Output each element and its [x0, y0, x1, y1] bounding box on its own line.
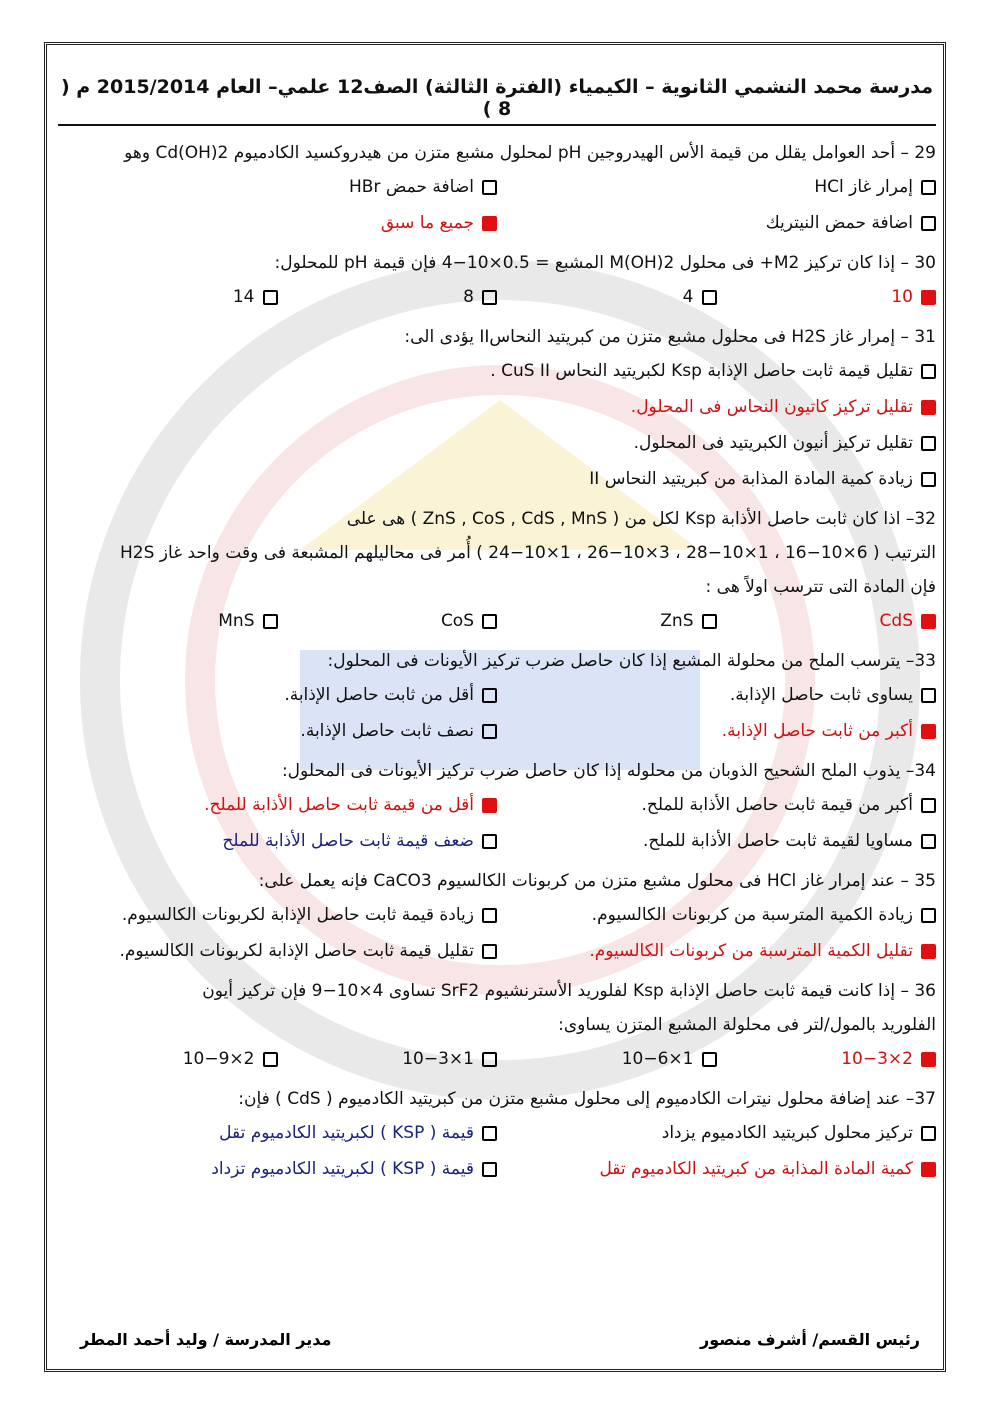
- checked-checkbox-icon[interactable]: [921, 290, 936, 305]
- checked-checkbox-icon[interactable]: [482, 798, 497, 813]
- question-31: [58, 320, 936, 496]
- option-label: تقليل تركيز كاتيون النحاس فى المحلول.: [630, 397, 913, 417]
- question-29: [58, 136, 936, 240]
- question-text: 29 – أحد العوامل يقلل من قيمة الأس الهيدروجين pH لمحلول مشبع متزن من هيدروكسيد الكادميوم Cd(OH)2 وهو: [124, 143, 936, 163]
- option[interactable]: [58, 426, 936, 460]
- option-label: 8: [463, 287, 474, 307]
- option[interactable]: [717, 1042, 937, 1076]
- option[interactable]: [58, 678, 497, 712]
- school-principal: مدير المدرسة / وليد أحمد المطر: [80, 1330, 332, 1349]
- option[interactable]: [58, 1116, 497, 1150]
- options-group: [58, 678, 936, 748]
- option[interactable]: [497, 678, 936, 712]
- option[interactable]: [497, 898, 936, 932]
- option[interactable]: [497, 1042, 717, 1076]
- option[interactable]: [497, 170, 936, 204]
- question-text: 35 – عند إمرار غاز HCl فى محلول مشبع متزن من كربونات الكالسيوم CaCO3 فإنه يعمل على:: [258, 871, 936, 891]
- option[interactable]: [717, 604, 937, 638]
- checkbox-icon[interactable]: [482, 944, 497, 959]
- option[interactable]: [58, 462, 936, 496]
- options-group: [58, 1042, 936, 1076]
- options-group: [58, 1116, 936, 1186]
- option-label: تقليل الكمية المترسبة من كربونات الكالسيوم.: [589, 941, 913, 961]
- question-30: [58, 246, 936, 314]
- question-32: [58, 502, 936, 638]
- options-group: [58, 280, 936, 314]
- option[interactable]: [497, 934, 936, 968]
- options-group: [58, 788, 936, 858]
- checkbox-icon[interactable]: [482, 290, 497, 305]
- question-text: فإن المادة التى تترسب اولاً هى :: [705, 577, 936, 597]
- option[interactable]: [58, 898, 497, 932]
- option-label: أكبر من قيمة ثابت حاصل الأذابة للملح.: [641, 795, 913, 815]
- checkbox-icon[interactable]: [482, 1162, 497, 1177]
- option[interactable]: [58, 206, 497, 240]
- option-label: زيادة قيمة ثابت حاصل الإذابة لكربونات الكالسيوم.: [121, 905, 474, 925]
- checkbox-icon[interactable]: [263, 1052, 278, 1067]
- option-label: أقل من ثابت حاصل الإذابة.: [284, 685, 474, 705]
- option-label: يساوى ثابت حاصل الإذابة.: [729, 685, 913, 705]
- option-label: 2×10−9: [182, 1049, 255, 1069]
- option-label: MnS: [218, 611, 255, 631]
- checkbox-icon[interactable]: [482, 1126, 497, 1141]
- checkbox-icon[interactable]: [921, 688, 936, 703]
- option[interactable]: [58, 170, 497, 204]
- question-text: الفلوريد بالمول/لتر فى محلولة المشبع المتزن يساوى:: [558, 1015, 936, 1035]
- question-text: 30 – إذا كان تركيز M2+ فى محلول M(OH)2 المشبع = 0.5×10−4 فإن قيمة pH للمحلول:: [274, 253, 936, 273]
- page-header: مدرسة محمد النشمي الثانوية – الكيمياء (الفترة الثالثة) الصف12 علمي– العام 2015/2014 م ( 8 ): [58, 76, 936, 126]
- question-text: الترتيب ( 6×10−16 ، 1×10−28 ، 3×10−26 ، 1×10−24 ) أُمر فى محاليلهم المشبعة فى وقت واحد غاز H2S: [120, 543, 936, 563]
- option-label: زيادة كمية المادة المذابة من كبريتيد النحاس II: [589, 469, 913, 489]
- option-label: تقليل قيمة ثابت حاصل الإذابة Ksp لكبريتيد النحاس CuS II .: [490, 361, 913, 381]
- checked-checkbox-icon[interactable]: [921, 944, 936, 959]
- checkbox-icon[interactable]: [921, 1126, 936, 1141]
- option[interactable]: [58, 280, 278, 314]
- option-label: اضافة حمض النيتريك: [765, 213, 913, 233]
- option-label: أكبر من ثابت حاصل الإذابة.: [721, 721, 913, 741]
- checkbox-icon[interactable]: [482, 1052, 497, 1067]
- option-label: 14: [232, 287, 255, 307]
- option-label: 1×10−6: [621, 1049, 694, 1069]
- option[interactable]: [58, 604, 278, 638]
- options-group: [58, 170, 936, 240]
- page-footer: [80, 1330, 920, 1349]
- checkbox-icon[interactable]: [482, 724, 497, 739]
- option[interactable]: [497, 714, 936, 748]
- checkbox-icon[interactable]: [702, 614, 717, 629]
- question-37: [58, 1082, 936, 1186]
- checkbox-icon[interactable]: [921, 908, 936, 923]
- option-label: أقل من قيمة ثابت حاصل الأذابة للملح.: [204, 795, 474, 815]
- checkbox-icon[interactable]: [921, 180, 936, 195]
- option[interactable]: [58, 824, 497, 858]
- question-text: 37– عند إضافة محلول نيترات الكادميوم إلى محلول مشبع متزن من كبريتيد الكادميوم ( CdS ) فإن:: [238, 1089, 936, 1109]
- option-label: CoS: [440, 611, 474, 631]
- checkbox-icon[interactable]: [921, 436, 936, 451]
- checkbox-icon[interactable]: [263, 290, 278, 305]
- option-label: تقليل قيمة ثابت حاصل الإذابة لكربونات الكالسيوم.: [119, 941, 474, 961]
- option-label: قيمة ( KSP ) لكبريتيد الكادميوم تزداد: [211, 1159, 474, 1179]
- department-head: رئيس القسم/ أشرف منصور: [700, 1330, 920, 1349]
- question-text: 31 – إمرار غاز H2S فى محلول مشبع متزن من كبريتيد النحاسII يؤدى الى:: [404, 327, 936, 347]
- option[interactable]: [278, 1042, 498, 1076]
- question-33: [58, 644, 936, 748]
- option-label: CdS: [879, 611, 913, 631]
- checked-checkbox-icon[interactable]: [921, 400, 936, 415]
- option[interactable]: [58, 934, 497, 968]
- option-label: اضافة حمض HBr: [349, 177, 474, 197]
- checkbox-icon[interactable]: [921, 364, 936, 379]
- option-label: 10: [891, 287, 913, 307]
- option[interactable]: [497, 1116, 936, 1150]
- options-group: [58, 354, 936, 496]
- option-label: تركيز محلول كبريتيد الكادميوم يزداد: [661, 1123, 913, 1143]
- option-label: 1×10−3: [402, 1049, 474, 1069]
- option[interactable]: [497, 206, 936, 240]
- checkbox-icon[interactable]: [482, 180, 497, 195]
- checkbox-icon[interactable]: [482, 688, 497, 703]
- option-label: 2×10−3: [841, 1049, 913, 1069]
- exam-page: [58, 76, 936, 1186]
- option[interactable]: [58, 788, 497, 822]
- checkbox-icon[interactable]: [702, 1052, 717, 1067]
- option-label: كمية المادة المذابة من كبريتيد الكادميوم تقل: [599, 1159, 913, 1179]
- option[interactable]: [497, 1152, 936, 1186]
- option[interactable]: [497, 788, 936, 822]
- option[interactable]: [717, 280, 937, 314]
- options-group: [58, 604, 936, 638]
- question-text: 32– اذا كان ثابت حاصل الأذابة Ksp لكل من ( ZnS , CoS , CdS , MnS ) هى على: [346, 509, 936, 529]
- option[interactable]: [58, 354, 936, 388]
- question-text: 34– يذوب الملح الشحيح الذوبان من محلوله إذا كان حاصل ضرب تركيز الأيونات فى المحلول:: [281, 761, 936, 781]
- option[interactable]: [497, 280, 717, 314]
- question-text: 33– يترسب الملح من محلولة المشبع إذا كان حاصل ضرب تركيز الأيونات فى المحلول:: [327, 651, 936, 671]
- option-label: نصف ثابت حاصل الإذابة.: [300, 721, 474, 741]
- question-34: [58, 754, 936, 858]
- question-list: [58, 136, 936, 1186]
- option-label: تقليل تركيز أنيون الكبريتيد فى المحلول.: [633, 433, 913, 453]
- option[interactable]: [58, 390, 936, 424]
- option-label: ZnS: [660, 611, 694, 631]
- option[interactable]: [58, 1152, 497, 1186]
- option-label: ضعف قيمة ثابت حاصل الأذابة للملح: [222, 831, 474, 851]
- option[interactable]: [497, 604, 717, 638]
- option[interactable]: [278, 280, 498, 314]
- checked-checkbox-icon[interactable]: [921, 614, 936, 629]
- checked-checkbox-icon[interactable]: [921, 1162, 936, 1177]
- option-label: إمرار غاز HCl: [814, 177, 913, 197]
- question-text: 36 – إذا كانت قيمة ثابت حاصل الإذابة Ksp لفلوريد الأسترنشيوم SrF2 تساوى 4×10−9 فإن تركيز أيون: [202, 981, 936, 1001]
- option-label: مساويا لقيمة ثابت حاصل الأذابة للملح.: [643, 831, 913, 851]
- option[interactable]: [278, 604, 498, 638]
- option-label: جميع ما سبق: [380, 213, 474, 233]
- question-36: [58, 974, 936, 1076]
- checkbox-icon[interactable]: [921, 216, 936, 231]
- checkbox-icon[interactable]: [921, 472, 936, 487]
- option[interactable]: [58, 714, 497, 748]
- checkbox-icon[interactable]: [921, 834, 936, 849]
- checked-checkbox-icon[interactable]: [482, 216, 497, 231]
- option-label: 4: [682, 287, 694, 307]
- checked-checkbox-icon[interactable]: [921, 1052, 936, 1067]
- option[interactable]: [58, 1042, 278, 1076]
- options-group: [58, 898, 936, 968]
- option-label: زيادة الكمية المترسبة من كربونات الكالسيوم.: [591, 905, 913, 925]
- checkbox-icon[interactable]: [482, 908, 497, 923]
- checkbox-icon[interactable]: [702, 290, 717, 305]
- checkbox-icon[interactable]: [482, 834, 497, 849]
- checked-checkbox-icon[interactable]: [921, 724, 936, 739]
- option-label: قيمة ( KSP ) لكبريتيد الكادميوم تقل: [219, 1123, 474, 1143]
- checkbox-icon[interactable]: [482, 614, 497, 629]
- checkbox-icon[interactable]: [263, 614, 278, 629]
- option[interactable]: [497, 824, 936, 858]
- question-35: [58, 864, 936, 968]
- checkbox-icon[interactable]: [921, 798, 936, 813]
